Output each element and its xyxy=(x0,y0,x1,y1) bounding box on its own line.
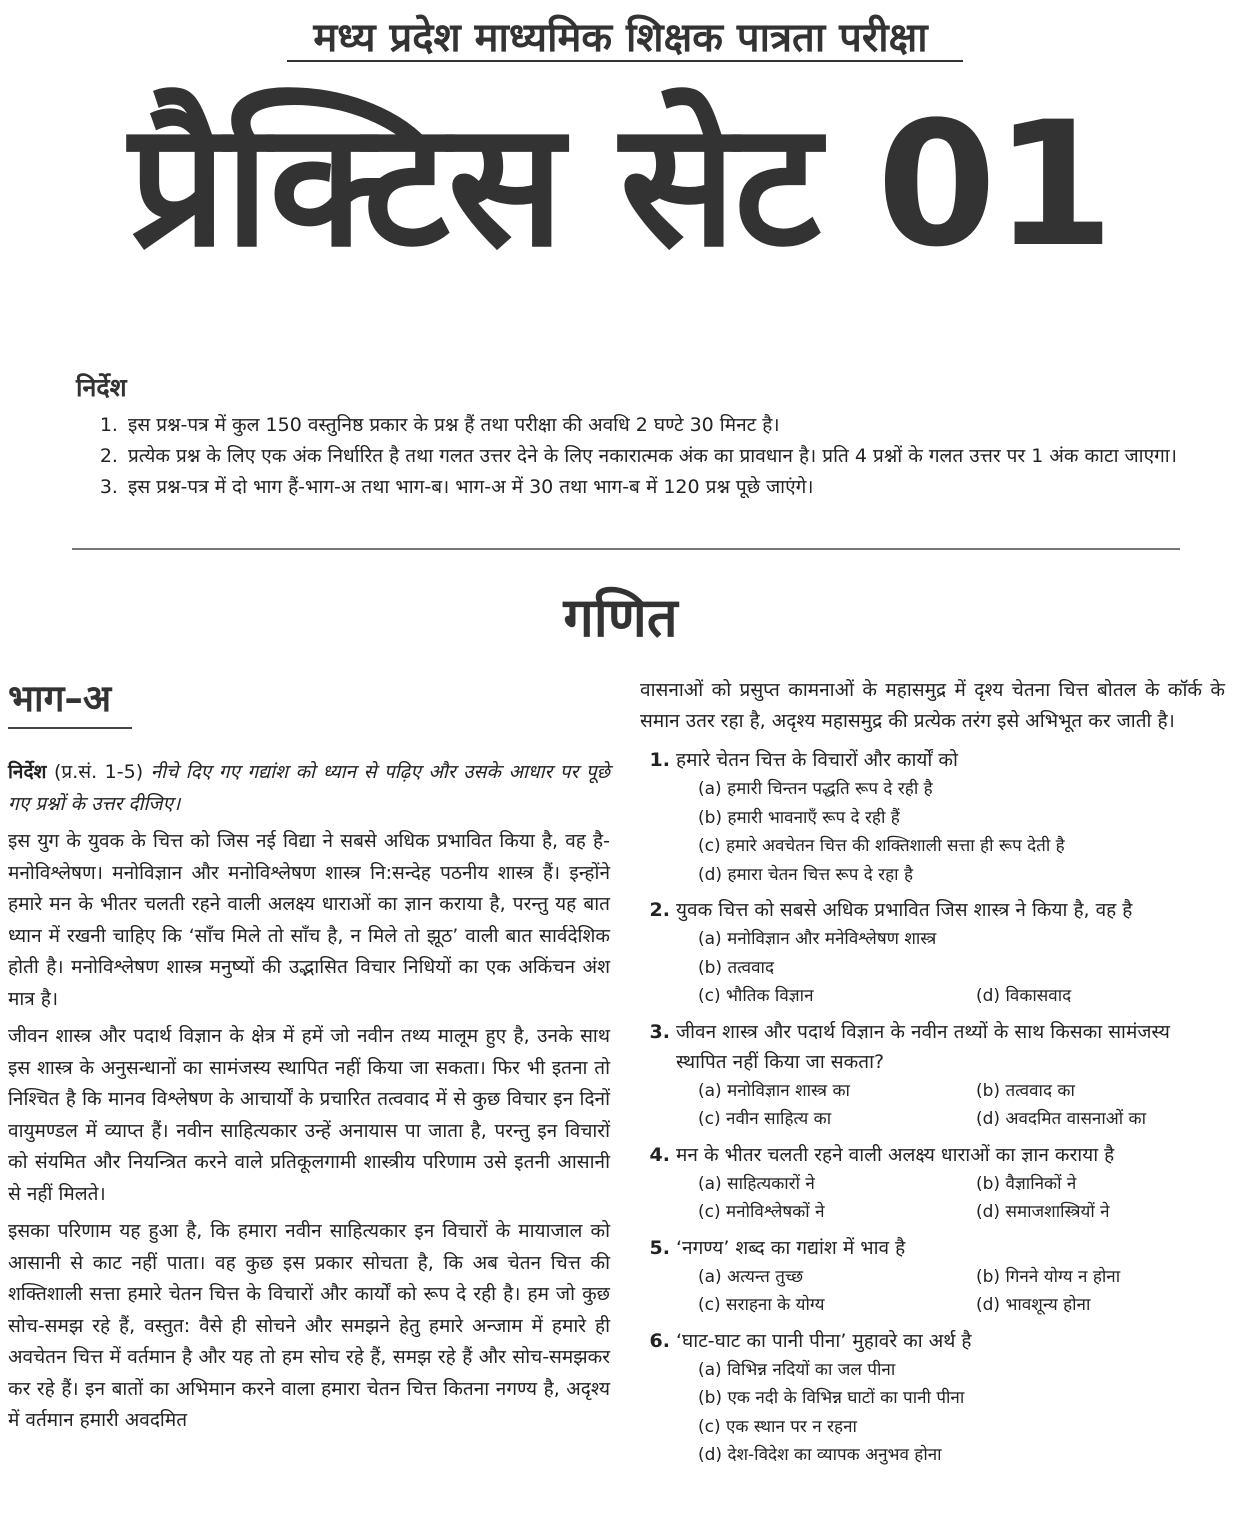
option-row xyxy=(698,1198,1225,1227)
option-d: (d) देश-विदेश का व्यापक अनुभव होना xyxy=(698,1445,942,1465)
option-row xyxy=(698,1105,1225,1134)
passage-paragraph: इस युग के युवक के चित्त को जिस नई विद्या ने सबसे अधिक प्रभावित किया है, वह है-मनोविश्लेषण। मनोविज्ञान और मनोविश्लेषण शास्त्र नि:सन्देह पठनीय शास्त्र हैं। इन्होंने हमारे मन के भीतर चलती रहने वाली अलक्ष्य धाराओं का ज्ञान कराया है, परन्तु यह बात ध्यान में रखनी चाहिए कि ‘साँच मिले तो साँच है, न मिले तो झूठ’ वाली बात सार्वदेशिक होती है। मनोविश्लेषण शास्त्र मनुष्यों की उद्भासित विचार निधियों का एक अकिंचन अंश मात्र है। xyxy=(8,830,610,1010)
option-row xyxy=(698,1384,1225,1413)
option-c: (c) नवीन साहित्य का xyxy=(698,1109,832,1129)
exam-name: मध्य प्रदेश माध्यमिक शिक्षक पात्रता परीक्षा xyxy=(313,15,928,61)
question-text: ‘नगण्य’ शब्द का गद्यांश में भाव है xyxy=(676,1236,906,1259)
option-row xyxy=(698,1291,1225,1320)
instruction-item: 1. इस प्रश्न-पत्र में कुल 150 वस्तुनिष्ठ प्रकार के प्रश्न हैं तथा परीक्षा की अवधि 2 घण्टे 30 मिनट है। xyxy=(124,410,1182,441)
question-3 xyxy=(640,1017,1225,1134)
question-number: 4. xyxy=(649,1143,670,1166)
question-6 xyxy=(640,1326,1225,1470)
option-row xyxy=(698,982,1225,1011)
question-line xyxy=(640,1233,1225,1263)
option-c: (c) हमारे अवचेतन चित्त की शक्तिशाली सत्ता ही रूप देती है xyxy=(698,836,1065,856)
option-a: (a) मनोविज्ञान शास्त्र का xyxy=(698,1080,850,1101)
question-text: ‘घाट-घाट का पानी पीना’ मुहावरे का अर्थ है xyxy=(676,1329,972,1352)
question-number: 6. xyxy=(649,1329,670,1352)
direction-range: (प्र.सं. 1-5) xyxy=(54,761,144,783)
option-row xyxy=(698,1356,1225,1385)
option-b: (b) गिनने योग्य न होना xyxy=(976,1266,1121,1287)
option-b: (b) एक नदी के विभिन्न घाटों का पानी पीना xyxy=(698,1388,965,1408)
options xyxy=(698,1077,1225,1134)
question-text: युवक चित्त को सबसे अधिक प्रभावित जिस शास्त्र ने किया है, वह है xyxy=(676,899,1133,921)
options xyxy=(698,1170,1225,1227)
option-row xyxy=(698,861,1225,890)
question-number: 2. xyxy=(649,899,670,921)
question-1 xyxy=(640,745,1225,889)
option-c: (c) एक स्थान पर न रहना xyxy=(698,1416,857,1437)
part-underline xyxy=(8,727,132,729)
question-line xyxy=(640,1140,1225,1170)
instructions-list xyxy=(72,410,1182,503)
page-title: प्रैक्टिस सेट 01 xyxy=(128,84,1113,285)
question-number: 5. xyxy=(649,1236,670,1259)
question-text: जीवन शास्त्र और पदार्थ विज्ञान के नवीन तथ्यों के साथ किसका सामंजस्य स्थापित नहीं किया जा सकता? xyxy=(676,1020,1170,1073)
option-row xyxy=(698,954,1225,983)
option-c: (c) सराहना के योग्य xyxy=(698,1295,825,1315)
question-text: मन के भीतर चलती रहने वाली अलक्ष्य धाराओं का ज्ञान कराया है xyxy=(676,1143,1115,1166)
option-b: (b) वैज्ञानिकों ने xyxy=(976,1173,1077,1194)
question-4 xyxy=(640,1140,1225,1227)
question-line xyxy=(640,1017,1225,1077)
passage-paragraph: इसका परिणाम यह हुआ है, कि हमारा नवीन साहित्यकार इन विचारों के मायाजाल को आसानी से काट नहीं पाता। वह कुछ इस प्रकार सोचता है, कि अब चेतन चित्त की शक्तिशाली सत्ता हमारे चेतन चित्त के विचारों और कार्यों को रूप दे रही है। हम जो कुछ सोच-समझ रहे हैं, वस्तुत: वैसे ही सोचने और समझने हेतु हमारे अन्जाम में हमारे ही अवचेतन चित्त में वर्तमान है और यह तो हम सोच रहे हैं, समझ रहे हैं और सोच-समझकर कर रहे हैं। इन बातों का अभिमान करने वाला हमारा चेतन चित्त कितना नगण्य है, अदृश्य में वर्तमान हमारी अवदमित xyxy=(8,1220,610,1431)
passage-continuation: वासनाओं को प्रसुप्त कामनाओं के महासमुद्र में दृश्य चेतना चित्त बोतल के कॉर्क के समान उतर रहा है, अदृश्य महासमुद्र की प्रत्येक तरंग इसे अभिभूत कर जाती है। xyxy=(640,679,1225,732)
option-row xyxy=(698,925,1225,954)
option-row xyxy=(698,1413,1225,1442)
option-b: (b) हमारी भावनाएँ रूप दे रही हैं xyxy=(698,807,900,828)
option-a: (a) विभिन्न नदियों का जल पीना xyxy=(698,1359,896,1380)
question-line xyxy=(640,1326,1225,1356)
option-d: (d) हमारा चेतन चित्त रूप दे रहा है xyxy=(698,864,914,885)
question-line xyxy=(640,895,1225,925)
option-a: (a) हमारी चिन्तन पद्धति रूप दे रही है xyxy=(698,779,933,799)
option-row xyxy=(698,804,1225,833)
option-row xyxy=(698,1077,1225,1106)
left-column xyxy=(8,675,610,1443)
question-text: हमारे चेतन चित्त के विचारों और कार्यों को xyxy=(676,749,958,771)
option-d: (d) समाजशास्त्रियों ने xyxy=(976,1202,1110,1222)
option-row xyxy=(698,832,1225,861)
option-d: (d) विकासवाद xyxy=(976,986,1072,1006)
instruction-item: 3. इस प्रश्न-पत्र में दो भाग हैं-भाग-अ तथा भाग-ब। भाग-अ में 30 तथा भाग-ब में 120 प्रश्न पूछे जाएंगे। xyxy=(124,472,1182,503)
right-column xyxy=(640,675,1225,1476)
option-row xyxy=(698,1263,1225,1292)
question-5 xyxy=(640,1233,1225,1320)
option-row xyxy=(698,775,1225,804)
header-underline xyxy=(287,60,963,62)
instruction-item: 2. प्रत्येक प्रश्न के लिए एक अंक निर्धारित है तथा गलत उत्तर देने के लिए नकारात्मक अंक का प्रावधान है। प्रति 4 प्रश्नों के गलत उत्तर पर 1 अंक काटा जाएगा। xyxy=(124,441,1182,472)
option-d: (d) अवदमित वासनाओं का xyxy=(976,1109,1147,1129)
section-divider xyxy=(72,548,1180,550)
option-c: (c) भौतिक विज्ञान xyxy=(698,986,814,1006)
question-line xyxy=(640,745,1225,775)
instructions-section xyxy=(72,370,1182,503)
question-2 xyxy=(640,895,1225,1011)
options xyxy=(698,1356,1225,1470)
options xyxy=(698,925,1225,1011)
subject-heading: गणित xyxy=(563,586,678,649)
option-a: (a) अत्यन्त तुच्छ xyxy=(698,1266,804,1287)
option-row xyxy=(698,1441,1225,1470)
direction-text: नीचे दिए गए गद्यांश को ध्यान से पढ़िए और उसके आधार पर पूछे गए प्रश्नों के उत्तर दीजिए। xyxy=(8,761,610,815)
option-b: (b) तत्ववाद xyxy=(698,957,774,978)
options xyxy=(698,1263,1225,1320)
option-c: (c) मनोविश्लेषकों ने xyxy=(698,1202,825,1222)
direction-label: निर्देश xyxy=(8,761,47,783)
option-d: (d) भावशून्य होना xyxy=(976,1295,1091,1315)
option-row xyxy=(698,1170,1225,1199)
direction-note xyxy=(8,757,610,820)
question-number: 1. xyxy=(649,749,670,771)
question-number: 3. xyxy=(649,1020,670,1043)
instructions-heading: निर्देश xyxy=(76,373,127,402)
options xyxy=(698,775,1225,889)
option-b: (b) तत्ववाद का xyxy=(976,1080,1075,1101)
part-heading: भाग–अ xyxy=(8,677,112,720)
option-a: (a) साहित्यकारों ने xyxy=(698,1173,815,1194)
option-a: (a) मनोविज्ञान और मनेविश्लेषण शास्त्र xyxy=(698,929,937,949)
passage-paragraph: जीवन शास्त्र और पदार्थ विज्ञान के क्षेत्र में हमें जो नवीन तथ्य मालूम हुए है, उनके साथ इस शास्त्र के अनुसन्धानों का सामंजस्य स्थापित नहीं किया जा सकता। फिर भी इतना तो निश्चित है कि मानव विश्लेषण के आचार्यों के प्रचारित तत्ववाद में से कुछ विचार इन दिनों वायुमण्डल में व्याप्त हैं। नवीन साहित्यकार उन्हें अनायास पा जाता है, परन्तु इन विचारों को संयमित और नियन्त्रित करने वाले प्रतिकूलगामी शास्त्रीय परिणाम उसे इतनी आसानी से नहीं मिलते। xyxy=(8,1025,610,1205)
